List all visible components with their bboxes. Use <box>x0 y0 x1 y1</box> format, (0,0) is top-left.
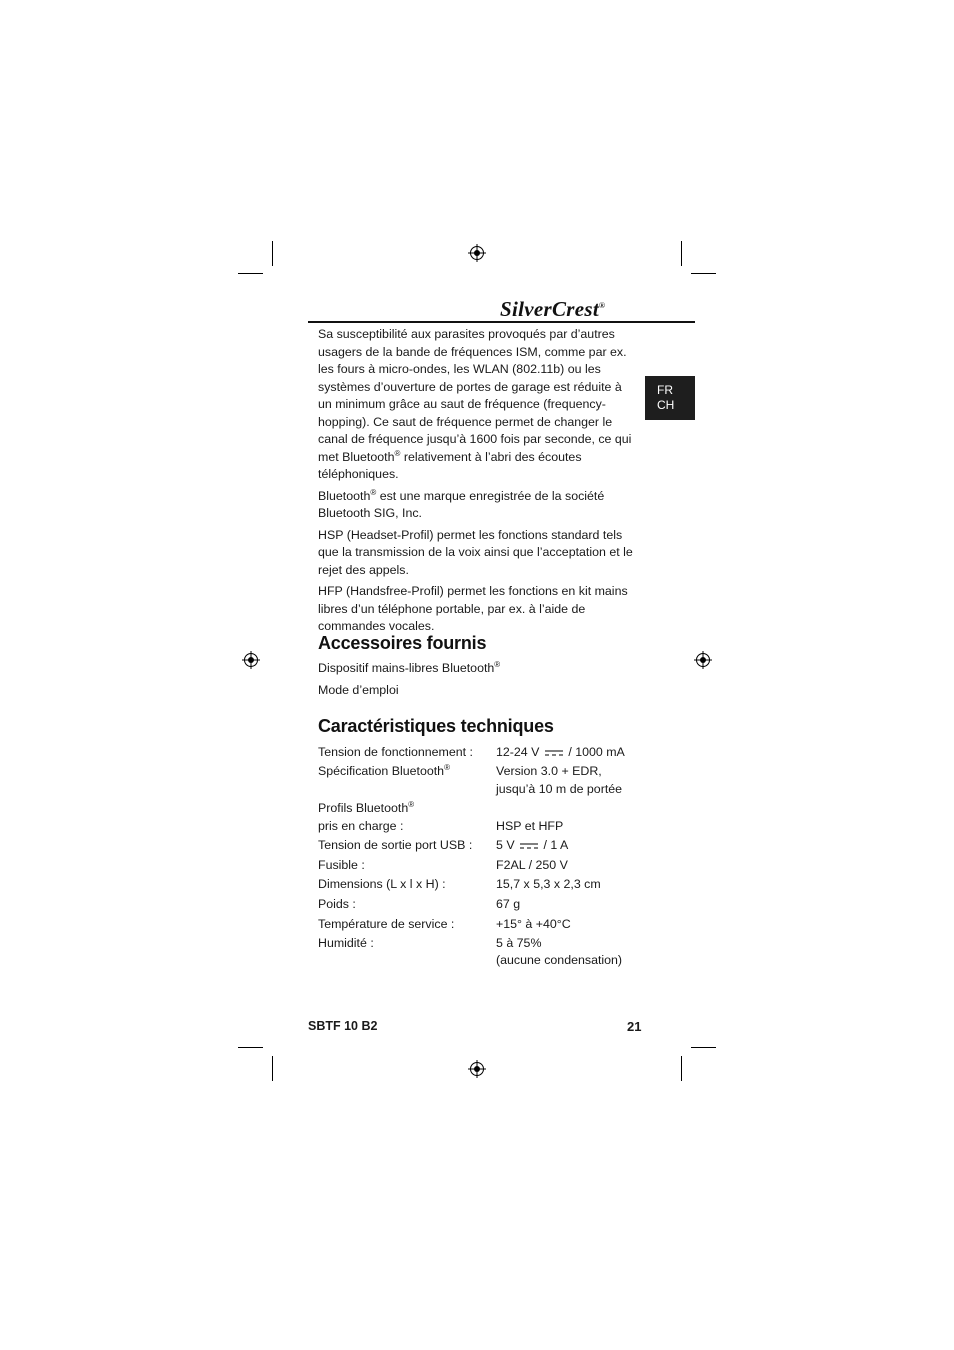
brand-logo: SilverCrest® <box>500 297 606 321</box>
spec-label: Tension de sortie port USB : <box>318 838 473 852</box>
registration-mark-icon <box>242 651 260 669</box>
header-rule <box>308 321 695 323</box>
spec-label: Profils Bluetooth® <box>318 799 415 815</box>
brand-registered-mark: ® <box>598 301 606 310</box>
spec-value: 5 à 75% <box>496 936 542 950</box>
intro-paragraph-4: HFP (Handsfree-Profil) permet les fonctions en kit mains libres d’un téléphone portable, par ex. à l’aide de commandes vocales. <box>318 584 628 633</box>
crop-mark-top-right-h <box>691 273 716 274</box>
spec-value: (aucune condensation) <box>496 953 623 967</box>
language-tab <box>645 376 695 420</box>
spec-label: Poids : <box>318 897 356 911</box>
intro-paragraph-3: HSP (Headset-Profil) permet les fonctions standard tels que la transmission de la voix ainsi que l’acceptation et le rejet des appels. <box>318 527 633 577</box>
language-code-fr: FR <box>657 383 673 397</box>
spec-value: 5 V / 1 A <box>496 838 569 852</box>
crop-mark-top-left-h <box>238 273 263 274</box>
intro-paragraph-2: Bluetooth® est une marque enregistrée de la société Bluetooth SIG, Inc. <box>318 487 605 520</box>
intro-paragraph-1: Sa susceptibilité aux parasites provoqués par d’autres usagers de la bande de fréquences ISM, comme par ex. les fours à micro-ondes, les WLAN (802.11b) ou les systèmes d’ouverture de portes de garage est réduite à un minimum grâce au saut de fréquence (frequency-hopping). Ce saut de fréquence permet de changer le canal de fréquence jusqu’à 1600 fois par seconde, ce qui met Bluetooth® relativement à l’abri des écoutes téléphoniques. <box>318 327 632 481</box>
spec-value: +15° à +40°C <box>496 917 571 931</box>
crop-mark-top-left-v <box>272 241 273 266</box>
spec-label: Température de service : <box>318 917 455 931</box>
crop-mark-bottom-right-h <box>691 1047 716 1048</box>
spec-value: Version 3.0 + EDR, <box>496 764 602 778</box>
spec-value: 15,7 x 5,3 x 2,3 cm <box>496 877 601 891</box>
dc-symbol-icon <box>545 750 563 756</box>
specs-heading: Caractéristiques techniques <box>318 716 554 736</box>
registration-mark-icon <box>468 1060 486 1078</box>
spec-label: Spécification Bluetooth® <box>318 762 450 778</box>
accessory-item: Dispositif mains-libres Bluetooth® <box>318 659 501 675</box>
spec-label: Dimensions (L x l x H) : <box>318 877 446 891</box>
spec-value: 67 g <box>496 897 521 911</box>
crop-mark-bottom-right-v <box>681 1056 682 1081</box>
spec-value: F2AL / 250 V <box>496 858 568 872</box>
accessory-item: Mode d’emploi <box>318 683 399 697</box>
crop-mark-bottom-left-h <box>238 1047 263 1048</box>
footer-model-number: SBTF 10 B2 <box>308 1019 378 1033</box>
spec-label: pris en charge : <box>318 819 404 833</box>
registration-mark-icon <box>694 651 712 669</box>
spec-label: Fusible : <box>318 858 365 872</box>
intro-text <box>318 326 638 640</box>
spec-label: Humidité : <box>318 936 374 950</box>
dc-symbol-icon <box>520 843 538 849</box>
spec-value: HSP et HFP <box>496 819 564 833</box>
crop-mark-top-right-v <box>681 241 682 266</box>
page-number: 21 <box>627 1019 642 1034</box>
crop-mark-bottom-left-v <box>272 1056 273 1081</box>
spec-value: jusqu’à 10 m de portée <box>496 782 623 796</box>
language-code-ch: CH <box>657 398 675 412</box>
registration-mark-icon <box>468 244 486 262</box>
spec-value: 12-24 V / 1000 mA <box>496 745 625 759</box>
accessories-heading: Accessoires fournis <box>318 633 487 653</box>
spec-label: Tension de fonctionnement : <box>318 745 473 759</box>
